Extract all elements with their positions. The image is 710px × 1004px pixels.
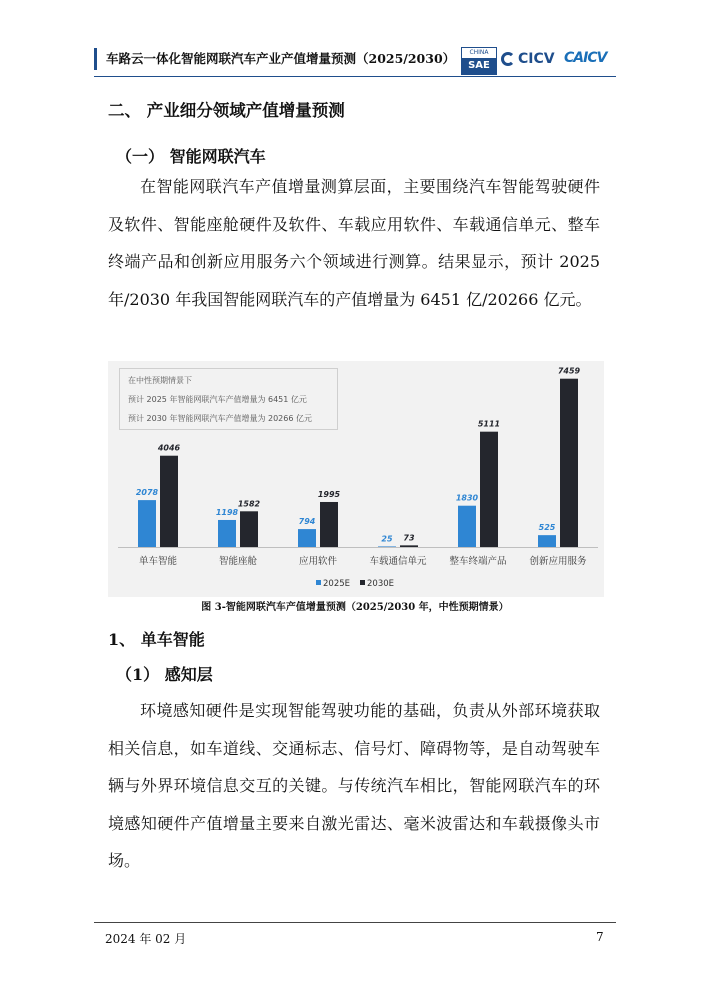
legend-label: 2025E (323, 579, 351, 589)
header-rule (94, 76, 616, 77)
data-label: 1198 (215, 507, 239, 517)
data-label: 1582 (237, 499, 261, 509)
data-label: 25 (381, 534, 393, 544)
annotation-line-1: 在中性预期情景下 (128, 376, 192, 385)
category-label: 智能座舱 (218, 556, 258, 567)
legend-swatch-2030E (360, 580, 365, 585)
data-label: 525 (538, 523, 556, 533)
body-paragraph-1 (108, 168, 600, 318)
bar-2030E-3 (400, 545, 418, 547)
category-label: 创新应用服务 (529, 556, 587, 567)
caicv-logo-text: CAICV (564, 50, 607, 66)
bar-2025E-1 (218, 520, 236, 547)
data-label: 2078 (135, 488, 159, 498)
bar-2030E-1 (240, 511, 258, 547)
cicv-logo-text: CICV (518, 51, 555, 67)
category-label: 应用软件 (298, 556, 338, 567)
sae-logo-text: SAE (462, 58, 496, 74)
data-label: 794 (298, 517, 316, 527)
header-logos (461, 44, 617, 74)
bar-2025E-0 (138, 500, 156, 547)
data-label: 7459 (557, 366, 581, 376)
footer-date: 2024 年 02 月 (105, 932, 187, 946)
subsection-heading: （一） 智能网联汽车 (116, 147, 266, 166)
bar-2025E-3 (378, 546, 396, 547)
body-paragraph-2 (108, 692, 600, 880)
bar-2030E-2 (320, 502, 338, 547)
legend-label: 2030E (367, 579, 395, 589)
header-title: 车路云一体化智能网联汽车产业产值增量预测（2025/2030） (106, 51, 456, 66)
category-label: 单车智能 (138, 556, 178, 567)
category-label: 车载通信单元 (369, 556, 427, 567)
paragraph-text: 在智能网联汽车产值增量测算层面，主要围绕汽车智能驾驶硬件及软件、智能座舱硬件及软件、车载应用软件、车载通信单元、整车终端产品和创新应用服务六个领域进行测算。结果显示，预计 2025 年/2030 年我国智能网联汽车的产值增量为 6451 亿/20266 亿元。 (108, 177, 600, 309)
header-accent-bar (94, 48, 97, 70)
data-label: 5111 (477, 419, 501, 429)
subsection-heading-level-4: （1） 感知层 (116, 665, 213, 684)
annotation-line-2: 预计 2025 年智能网联汽车产值增量为 6451 亿元 (128, 395, 307, 404)
sae-logo-small-text: CHINA (469, 49, 489, 56)
category-label: 整车终端产品 (449, 556, 507, 567)
subsection-heading-level-3: 1、 单车智能 (108, 630, 205, 649)
figure-caption: 图 3-智能网联汽车产值增量预测（2025/2030 年，中性预期情景） (201, 602, 509, 613)
bar-chart (108, 361, 604, 597)
legend-swatch-2025E (316, 580, 321, 585)
page-number: 7 (596, 930, 604, 944)
bar-2025E-5 (538, 535, 556, 547)
bar-2030E-5 (560, 379, 578, 547)
section-heading: 二、 产业细分领域产值增量预测 (108, 101, 345, 120)
cicv-logo-icon (501, 52, 515, 66)
bar-2030E-4 (480, 432, 498, 547)
paragraph-text: 环境感知硬件是实现智能驾驶功能的基础，负责从外部环境获取相关信息，如车道线、交通标志、信号灯、障碍物等，是自动驾驶车辆与外界环境信息交互的关键。与传统汽车相比，智能网联汽车的环境感知硬件产值增量主要来自激光雷达、毫米波雷达和车载摄像头市场。 (108, 701, 600, 870)
bar-2030E-0 (160, 456, 178, 547)
footer-rule (94, 922, 616, 923)
data-label: 73 (403, 533, 415, 543)
annotation-line-3: 预计 2030 年智能网联汽车产值增量为 20266 亿元 (128, 414, 312, 423)
data-label: 1995 (317, 489, 341, 499)
data-label: 4046 (157, 443, 181, 453)
bar-2025E-2 (298, 529, 316, 547)
data-label: 1830 (455, 493, 479, 503)
china-sae-logo (461, 47, 497, 75)
bar-2025E-4 (458, 506, 476, 547)
chart-annotation-box (119, 368, 338, 430)
